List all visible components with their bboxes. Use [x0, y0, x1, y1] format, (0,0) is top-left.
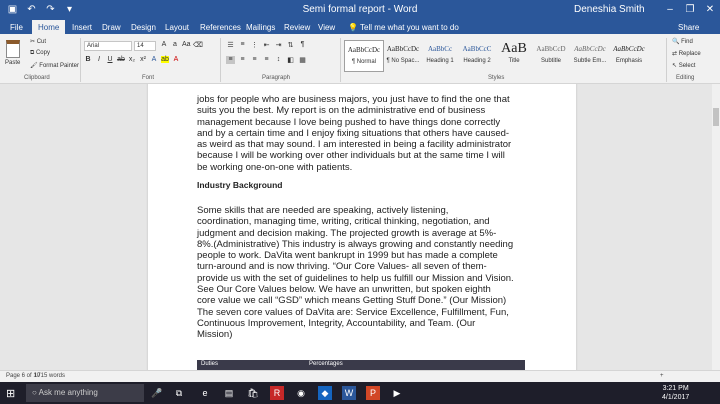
style-name: Subtitle [540, 58, 561, 64]
change-case-icon[interactable]: Aa [182, 41, 191, 48]
redo-icon[interactable]: ↷ [46, 4, 55, 15]
find-button[interactable] [672, 38, 693, 45]
shading-icon[interactable]: ◧ [287, 57, 294, 64]
style-name: Subtle Em... [573, 58, 607, 64]
tell-me-text: Tell me what you want to do [360, 23, 459, 32]
minimize-button[interactable]: – [667, 4, 673, 15]
multilevel-list-icon[interactable]: ⋮ [251, 42, 258, 49]
paragraph-career[interactable]: jobs for people who are business majors, you just have to find the one that suits you the best. My report is on the administrative end of business management because I love being pushed to have things done correctly and by a certain time and I enjoy fixing situations that others have caused- as weird as that may sound. I am interested in being a facility administrator because I will be working over other individuals but at the same time I will be working one-on-one with patients. [197, 94, 512, 173]
font-name-select[interactable]: Arial [84, 41, 132, 51]
style-sample: AaBbCcDc [613, 45, 645, 53]
subscript-icon[interactable]: x₂ [128, 56, 136, 63]
tab-mailings[interactable]: Mailings [246, 23, 276, 32]
tab-draw[interactable]: Draw [102, 23, 121, 32]
paragraph-group-label: Paragraph [262, 75, 291, 81]
tab-references[interactable]: References [200, 23, 241, 32]
title-bar [0, 0, 720, 20]
chrome-icon[interactable]: ◉ [297, 388, 305, 398]
word-icon[interactable]: W [342, 386, 356, 400]
tab-view[interactable]: View [318, 23, 336, 32]
style-heading-1[interactable] [420, 40, 460, 72]
style-heading-2[interactable] [457, 40, 497, 72]
select-label: Select [678, 63, 696, 69]
ribbon [0, 34, 720, 84]
select-icon: ↖ [672, 63, 679, 69]
shrink-font-icon[interactable]: a [173, 41, 177, 48]
tell-me-box[interactable] [348, 23, 459, 32]
clipboard-group-label: Clipboard [24, 75, 50, 81]
select-button[interactable] [672, 62, 695, 69]
paragraph-align-controls [226, 56, 307, 64]
sort-icon[interactable]: ⇅ [287, 42, 294, 49]
line-spacing-icon[interactable]: ↕ [276, 56, 281, 63]
cut-button[interactable] [30, 38, 46, 45]
cut-label: Cut [36, 39, 47, 45]
tab-home[interactable]: Home [32, 20, 65, 34]
font-group-label: Font [142, 75, 155, 81]
cortana-search[interactable] [26, 384, 144, 402]
replace-icon: ⇄ [672, 51, 679, 57]
style-normal[interactable] [344, 40, 384, 72]
app-r-icon[interactable]: R [270, 386, 284, 400]
paragraph-list-controls [226, 41, 307, 49]
paste-icon[interactable] [6, 40, 20, 58]
find-label: Find [681, 39, 693, 45]
divider [666, 38, 667, 82]
format-painter-button[interactable] [30, 62, 79, 69]
brush-icon: 🖌 [30, 63, 40, 69]
style-sample: AaBbCcDc [386, 45, 420, 53]
quick-access-toolbar [6, 3, 76, 16]
ribbon-tabs [0, 20, 720, 34]
vertical-scrollbar[interactable] [712, 84, 720, 370]
divider [80, 38, 81, 82]
scissors-icon: ✂ [30, 39, 37, 45]
editing-group-label: Editing [676, 75, 695, 81]
table-header-duties: Duties [201, 361, 219, 367]
store-icon[interactable]: 🛍 [247, 388, 259, 398]
text-effects-icon[interactable]: A [151, 56, 157, 63]
style-sample: AaBbCcC [462, 45, 492, 53]
font-format-controls [84, 56, 180, 63]
style-name: ¶ No Spac... [386, 58, 420, 64]
close-button[interactable]: ✕ [705, 4, 715, 15]
clock-time: 3:21 PM [662, 385, 689, 392]
paragraph-industry[interactable]: Some skills that are needed are speaking, actively listening, coordination, managing time, writing, critical thinking, negotiation, and judgment and decision making. The projected growth is average at 5%- 8%.(Administrative) This industry is always growing and constantly needing people to work. DaVita went bankrupt in 1999 but has made a complete turn-around and is now thriving. “Our Core Values- all seven of them- provide us with the set of guidelines to help us fulfill our Mission and Vision. See Our Core Values below. We have an unwritten, but spoken eighth core value we call “GSD” which means Getting Stuff Done.” (Our Mission) The seven core values of DaVita are: Service Excellence, Fulfillment, Fun, Continuous Improvement, Integrity, Accountability, and Team. (Our Mission) [197, 205, 514, 341]
word-count[interactable]: 1715 words [34, 373, 66, 379]
style-name: Heading 1 [426, 58, 454, 64]
align-center-icon[interactable]: ≡ [240, 56, 245, 63]
table-header[interactable] [197, 360, 525, 370]
task-view-icon[interactable]: ⧉ [175, 388, 183, 398]
font-size-select[interactable]: 14 [134, 41, 156, 51]
copy-icon: ⧉ [30, 50, 36, 56]
style-name: Heading 2 [463, 58, 491, 64]
superscript-icon[interactable]: x² [140, 56, 146, 63]
document-page[interactable] [148, 84, 576, 370]
dropbox-icon[interactable]: ◆ [318, 386, 332, 400]
page-count[interactable]: Page 6 of 10 [6, 373, 41, 379]
styles-group-label: Styles [488, 75, 505, 81]
undo-icon[interactable]: ↶ [27, 4, 36, 15]
tab-insert[interactable]: Insert [72, 23, 93, 32]
media-icon[interactable]: ▶ [393, 388, 401, 398]
style-subtle-emphasis[interactable] [570, 40, 610, 72]
lightbulb-icon: 💡 [348, 23, 361, 32]
edge-icon[interactable]: e [202, 388, 208, 398]
heading-industry-background[interactable]: Industry Background [197, 180, 283, 190]
microphone-icon[interactable]: 🎤 [151, 388, 163, 398]
copy-label: Copy [35, 50, 50, 56]
divider [340, 38, 341, 82]
tab-design[interactable]: Design [131, 23, 156, 32]
style-sample: AaB [501, 41, 527, 56]
divider [220, 38, 221, 82]
replace-button[interactable] [672, 50, 701, 57]
table-header-percentages: Percentages [309, 361, 343, 367]
paste-button[interactable]: Paste [5, 60, 21, 66]
style-sample: AaBbCcDc [574, 45, 606, 53]
font-size-controls [160, 41, 201, 49]
scrollbar-thumb[interactable] [713, 108, 719, 126]
system-clock[interactable] [662, 384, 689, 402]
style-name: Title [508, 58, 520, 64]
window-controls [660, 0, 720, 20]
tab-layout[interactable]: Layout [165, 23, 190, 32]
restore-button[interactable]: ❐ [685, 4, 695, 15]
borders-icon[interactable]: ▦ [299, 57, 306, 64]
copy-button[interactable] [30, 50, 50, 57]
underline-icon[interactable]: U [107, 56, 113, 63]
user-name[interactable]: Deneshia Smith [574, 4, 645, 15]
document-area [0, 84, 712, 370]
style-sample: AaBbCc [427, 45, 453, 53]
style-title[interactable] [494, 40, 534, 72]
format-painter-label: Format Painter [39, 63, 79, 69]
decrease-indent-icon[interactable]: ⇤ [263, 42, 270, 49]
replace-label: Replace [678, 51, 701, 57]
grow-font-icon[interactable]: A [161, 41, 167, 48]
style-name: Emphasis [615, 58, 643, 64]
clear-format-icon[interactable]: ⌫ [193, 42, 203, 49]
search-placeholder: Ask me anything [38, 388, 98, 397]
file-explorer-icon[interactable]: ▤ [224, 388, 234, 398]
powerpoint-icon[interactable]: P [366, 386, 380, 400]
increase-indent-icon[interactable]: ⇥ [275, 42, 282, 49]
strikethrough-icon[interactable]: ab [117, 56, 125, 63]
clock-date: 4/1/2017 [662, 394, 690, 401]
customize-icon[interactable]: ▾ [66, 4, 73, 15]
windows-taskbar [0, 382, 720, 404]
search-icon: 🔍 [672, 39, 682, 45]
highlight-icon[interactable]: ab [161, 56, 169, 63]
align-left-icon[interactable]: ≡ [226, 56, 235, 64]
style-subtitle[interactable] [531, 40, 571, 72]
style-sample: AaBbCcDc [347, 46, 381, 54]
bullets-icon[interactable]: ☰ [227, 42, 234, 49]
numbering-icon[interactable]: ≡ [240, 41, 245, 48]
style-sample: AaBbCcD [536, 45, 566, 53]
tab-review[interactable]: Review [284, 23, 311, 32]
share-button[interactable]: Share [678, 23, 700, 32]
font-color-icon[interactable]: A [173, 56, 179, 63]
style-name: ¶ Normal [351, 59, 377, 65]
zoom-in-button[interactable]: + [660, 373, 664, 379]
style-emphasis[interactable] [609, 40, 649, 72]
align-right-icon[interactable]: ≡ [252, 56, 257, 63]
bold-icon[interactable]: B [85, 56, 91, 63]
italic-icon[interactable]: I [98, 56, 100, 63]
save-icon[interactable]: ▣ [7, 4, 18, 15]
windows-start-icon[interactable]: ⊞ [6, 388, 16, 400]
justify-icon[interactable]: ≡ [264, 56, 269, 63]
tab-file[interactable]: File [10, 23, 23, 32]
cortana-icon: ○ [32, 388, 39, 397]
show-marks-icon[interactable]: ¶ [300, 41, 305, 48]
style-no-spacing[interactable] [383, 40, 423, 72]
status-bar [0, 370, 720, 382]
document-title: Semi formal report - Word [302, 4, 418, 15]
